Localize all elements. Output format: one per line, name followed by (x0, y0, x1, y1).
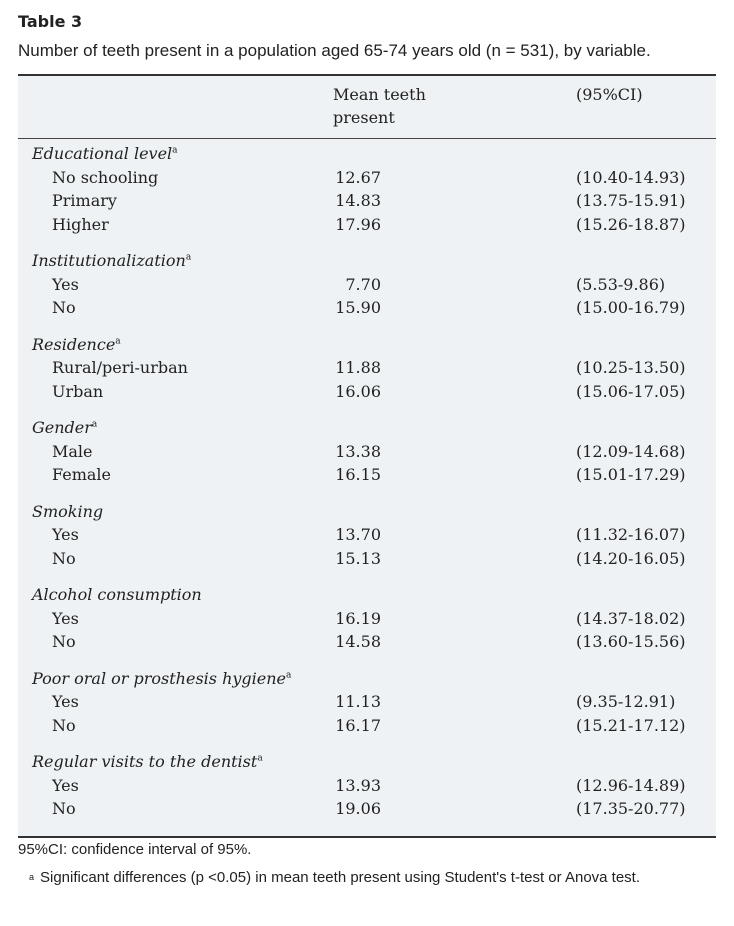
row-ci-value: (11.32-16.07) (576, 525, 686, 544)
row-mean-value: 16.17 (335, 715, 381, 735)
row-label: No (52, 632, 76, 651)
row-ci-value: (14.20-16.05) (576, 548, 686, 568)
significance-mark: a (172, 145, 178, 156)
row-label: Yes (52, 692, 79, 711)
row-label: Yes (52, 525, 79, 544)
row-mean-value: 15.13 (335, 548, 381, 568)
column-header-ci: (95%CI) (576, 85, 643, 104)
row-mean-value: 13.70 (335, 525, 381, 544)
footnote-mark: a (28, 872, 34, 882)
row-ci-value: (13.60-15.56) (576, 632, 686, 651)
group-heading: Regular visits to the dentist$^a$ (32, 752, 263, 771)
significance-mark: a (286, 670, 292, 681)
row-mean-value: 13.93 (335, 775, 381, 795)
row-label: Yes (52, 608, 79, 628)
row-label: Higher (52, 214, 109, 234)
row-mean-value: 11.13 (335, 692, 381, 711)
group-heading: Poor oral or prosthesis hygiene$^a$ (32, 668, 292, 688)
row-ci-value: (15.21-17.12) (576, 715, 686, 735)
row-ci-value: (9.35-12.91) (576, 692, 676, 711)
row-mean-value: 13.38 (335, 441, 381, 461)
row-label: Yes (52, 274, 79, 294)
row-label: Urban (52, 381, 104, 401)
row-mean-value: 7.70 (345, 274, 381, 294)
footnote-significance: a Significant differences (p <0.05) in mean teeth present using Student's t-test or Anova test. (18, 866, 718, 889)
row-ci-value: (14.37-18.02) (576, 608, 686, 628)
group-heading: Educational level$^a$ (32, 144, 178, 163)
row-ci-value: (10.25-13.50) (576, 358, 686, 377)
significance-mark: a (257, 753, 263, 764)
row-ci-value: (17.35-20.77) (576, 799, 686, 818)
row-ci-value: (15.06-17.05) (576, 381, 686, 401)
row-ci-value: (13.75-15.91) (576, 191, 686, 210)
row-label: No (52, 715, 76, 735)
row-mean-value: 15.90 (335, 298, 381, 317)
data-table (18, 74, 716, 838)
row-mean-value: 19.06 (335, 799, 381, 818)
row-ci-value: (12.09-14.68) (576, 441, 686, 461)
row-label: No (52, 548, 76, 568)
row-label: Primary (52, 191, 117, 210)
row-ci-value: (15.01-17.29) (576, 465, 686, 484)
row-label: Yes (52, 775, 79, 795)
group-heading: Gender$^a$ (32, 418, 98, 437)
group-heading: Institutionalization$^a$ (32, 251, 192, 270)
table-number: Table 3 (18, 12, 83, 31)
column-header-mean: Mean teeth present (333, 85, 426, 127)
row-mean-value: 16.19 (335, 608, 381, 628)
row-mean-value: 14.58 (335, 632, 381, 651)
row-ci-value: (10.40-14.93) (576, 167, 686, 187)
row-ci-value: (15.00-16.79) (576, 298, 686, 317)
row-mean-value: 14.83 (335, 191, 381, 210)
header-divider (18, 138, 716, 139)
row-label: Rural/peri-urban (52, 358, 188, 377)
row-label: No schooling (52, 167, 159, 187)
row-mean-value: 16.06 (335, 381, 381, 401)
footnote-abbreviation: 95%CI: confidence interval of 95%. (18, 841, 252, 858)
group-heading: Smoking (32, 501, 104, 521)
row-ci-value: (5.53-9.86) (576, 274, 666, 294)
significance-mark: a (185, 252, 192, 263)
row-label: No (52, 298, 76, 317)
table-caption: Number of teeth present in a population aged 65-74 years old (n = 531), by variable. (18, 41, 651, 60)
row-mean-value: 12.67 (335, 167, 381, 187)
significance-mark: a (91, 419, 98, 430)
group-heading: Alcohol consumption (32, 585, 202, 604)
row-mean-value: 16.15 (335, 465, 381, 484)
significance-mark: a (115, 336, 121, 347)
group-heading: Residence$^a$ (32, 334, 121, 354)
row-label: Male (52, 441, 93, 461)
row-ci-value: (12.96-14.89) (576, 775, 686, 795)
row-label: Female (52, 465, 111, 484)
row-label: No (52, 799, 76, 818)
row-mean-value: 17.96 (335, 214, 381, 234)
row-mean-value: 11.88 (335, 358, 381, 377)
row-ci-value: (15.26-18.87) (576, 214, 686, 234)
